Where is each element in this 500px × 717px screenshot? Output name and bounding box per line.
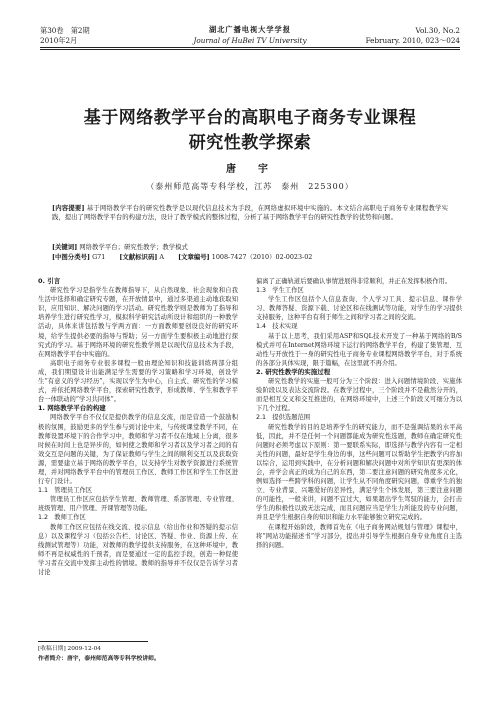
paragraph: 教师工作区应包括在线交流、提示信息（给出作业和答疑的提示信息）以及课程学习（包括公告栏、讨论区、答疑、作业、资源上传、在线测试管理等）功能，对教师的教学提供支持服务，在这种环境中，教师不再是权威性的千预者，而是要通过一定的监控手段，创造一种促使学习者在交流中发挥主动性的情境。教师的指导并不仅仅是告诉学习者讨论 [38, 523, 238, 576]
abstract [52, 204, 448, 223]
clc-label: [中图分类号] [52, 253, 91, 261]
paragraph: 学生工作区包括个人信息查询、个人学习工具、提示信息、课件学习、教师答疑、资源下载、讨论区和在线测试等功能，对学生的学习提供支持服务，这种平台有利于师生之间和学习者之间的交流。 [256, 296, 462, 322]
keywords-text: 网络教学平台；研究性教学；教学模式 [79, 243, 188, 251]
subsection-heading: 1.3 学生工作区 [256, 287, 304, 295]
publication-date: 2010年2月 [40, 36, 78, 45]
paragraph: 基于以上思考，我们采用ASP和SQL技术开发了一种基于网络的B/S模式并可在Internet网络环境下运行的网络教学平台，构建了集管理、互动性与开放性于一身的研究性电子商务专业课程网络教学平台，对于系统的各部分具体实现，限于篇幅，在这里就不再介绍。 [256, 332, 462, 367]
journal-title: 湖北广播电视大学学报 [209, 25, 291, 34]
classification [52, 253, 448, 262]
footnote-rule [38, 641, 148, 642]
header-rule [40, 47, 460, 48]
left-column [38, 277, 238, 639]
doc-code-label: [文献标识码] [119, 253, 158, 261]
journal-title-en: Journal of HuBei TV University [193, 36, 307, 45]
article-no-value: 1008-7427（2010）02-0023-02 [211, 253, 313, 261]
date-pages-en: February. 2010, 023～024 [365, 36, 460, 45]
paragraph: 网络教学平台不仅仅是提供教学的信息交流，而是营造一个鼓励积极的氛围，鼓励更多的学生参与到讨论中来，与传统课堂教学不同，在教师设置环境下的合作学习中，教师和学习者不仅在地域上分离，很多时候在时间上也是异步的，如何使之教师和学习者以及学习者之间的有效交互是问题的关键，为了保证教师与学生之间的顺利交互以及获取资源，需要建立基于网络的教学平台，以支持学生对教学资源进行系统管理，并对网络教学平台中的管理员工作区、教师工作区和学生工作区进行专门设计。 [38, 414, 238, 486]
subsection-heading: 1.4 技术实现 [256, 323, 298, 331]
author-bio: 作者简介：唐宇，泰州师范高等专科学校讲师。 [38, 656, 160, 662]
received-date: [收稿日期] 2009-12-04 [38, 646, 101, 652]
author-name: 唐 宇 [226, 164, 274, 175]
abstract-text: 基于网络教学平台的研究性教学是以现代信息技术为手段，在网络虚拟环境中实施的。本文结合高职电子商务专业课程教学实践，提出了网络教学平台的构建方法，设计了教学模式的整体过程，分析了基于网络教学平台的研究性教学的优势和问题。 [52, 204, 448, 222]
paragraph: 管理员工作区应包括学生管理、教师管理、系部管理、专业管理、班级管理、用户管理、开课管理等功能。 [38, 496, 238, 513]
subsection-heading: 1.1 管理员工作区 [38, 487, 93, 495]
paper-title-line1: 基于网络教学平台的高职电子商务专业课程 [83, 108, 417, 128]
paragraph: 研究性教学的目的是培养学生的研究能力，而不是强调结果的水平高低，因此，并不是任何一个问题都能成为研究性选题，教师在确定研究性问题时必须考虑以下原则：第一要联系实际，即选择与教学内容有一定相关性的问题，最好是学生身边的事，这些问题可以帮助学生把教学内容加以综合，运用到实践中，在分析问题和解决问题中对所学知识有更深的体会，并学会真正的成为自己的东西，第二要注意问题的研究角度多元化，例如选择一些跨学科的问题，让学生从不同角度研究问题，尊重学生的独立、专业背景、兴趣爱好的差异性，满足学生个体发展，第三要注意问题的可能性，一般来讲，问题不宜过大，如果超出学生驾驭的能力，会打击学生的积极性以致无法完成，而且问题应当是学生力所能及的专业问题，并且是学生根据自身的知识和能力水平能够独立研究完成的。 [256, 423, 462, 522]
right-column [256, 277, 462, 697]
paragraph: 高职电子商务专业很多课程一般由理论知识和技能训练两部分组成，我们期望设计出能满足学生需要的学习策略和学习环境，创设学生“有意义的学习经历”，实现以学生为中心，自主式、研究性的学习模式，并依托网络教学平台，探索研究性教学，形成教师、学生和教学平台一体联动的“学习共同体”。 [38, 359, 238, 404]
paper-title-line2: 研究性教学探索 [188, 133, 312, 153]
author-affiliation: （泰州师范高等专科学校，江苏 泰州 225300） [146, 182, 354, 191]
subsection-heading: 2.1 提供选题范围 [256, 414, 311, 422]
doc-code-value: A [159, 253, 165, 261]
paragraph: 研究性学习是指学生在教师指导下，从自然现象、社会现象和自我生活中选择和确定研究专题，在开放情景中，通过多渠道主动地获取知识，应用知识、解决问题的学习活动。研究性教学则是教师为了指导和培养学生进行研究性学习，模拟科学研究活动所设计和组织的一种教学活动，具体来讲包括教与学两方面：一方面教师要创设良好的研究环境，给学生提供必要的指导与帮助；另一方面学生要积极主动地进行探究式的学习。基于网络环境的研究性教学则是以现代信息技术为手段，在网络教学平台中实施的。 [38, 287, 238, 358]
section-heading: 2. 研究性教学的实施过程 [256, 367, 331, 376]
section-heading: 1. 网络教学平台的构建 [38, 404, 106, 413]
article-no-label: [文章编号] [178, 253, 210, 261]
header-rule-2 [40, 49, 460, 50]
volume-issue-en: Vol.30, No.2 [415, 26, 460, 35]
paragraph: 在课程开始阶段，教师首先在《电子商务网站规划与管理》课程中，将“网站功能描述书”学习部分，提出并引导学生根据自身专业角度自主选择的问题。 [256, 523, 462, 549]
keywords-label: [关键词] [52, 243, 78, 251]
subsection-heading: 1.2 教师工作区 [38, 514, 86, 522]
paragraph: 研究性教学的实施一般可分为三个阶段：进入问题情境阶段、实施体验阶段以及表达交流阶段。在教学过程中，三个阶段并不是截然分开的，而是相互交叉和交互推进的，在网络环境中，上述三个阶段又可细分为以下几个过程。 [256, 378, 462, 413]
abstract-label: [内容提要] [52, 204, 85, 212]
keywords [52, 243, 448, 252]
section-heading: 0. 引言 [38, 277, 61, 285]
paragraph: 偏离了正确轨道后要确认事情进展得非常顺利，并正在发挥积极作用。 [256, 278, 452, 285]
volume-issue: 第30卷 第2期 [40, 26, 90, 35]
clc-value: G71 [92, 253, 106, 261]
